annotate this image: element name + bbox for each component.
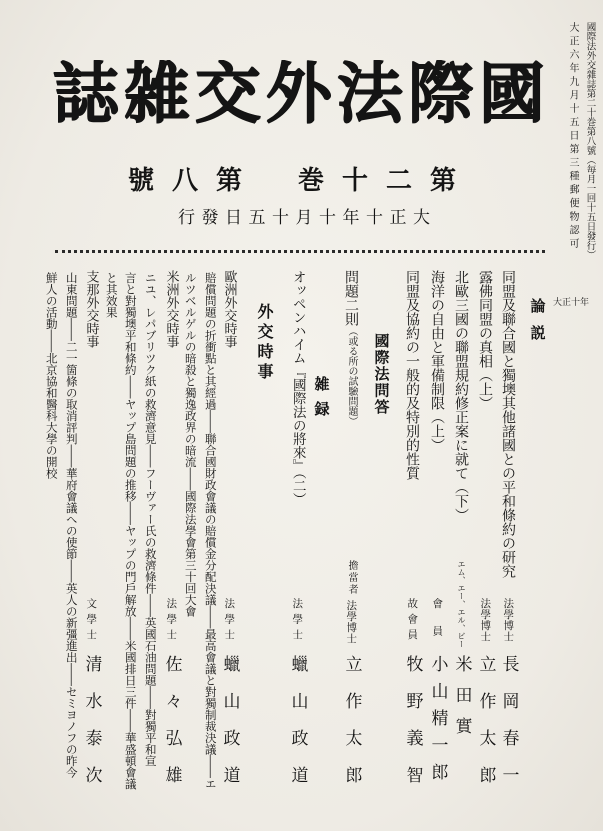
topic-line: 鮮人の活動――北京協和醫科大學の開校 <box>44 272 59 479</box>
issue-number: 第八號 <box>128 166 261 196</box>
subsection-title-europe: 歐洲外交時事 <box>221 270 237 348</box>
author-name: 蠟山政道 <box>287 655 308 803</box>
author-title: 法學博士 <box>502 598 515 642</box>
topic-line: 賠償問題の折衝點と其經過――聯合國財政會議の賠償金分配決議――最高會議と對獨制裁決議――エ <box>203 272 218 790</box>
subsection-title-china: 支那外交時事 <box>83 270 99 348</box>
author-name: 小山精一郎 <box>427 655 448 790</box>
author-name: 蠟山政道 <box>219 655 240 803</box>
mondo-entry <box>344 270 358 426</box>
topic-line: ルツベルゲルの暗殺と獨逸政界の暗流――國際法學會第三十回大會 <box>183 272 198 617</box>
section-heading-ronsetsu: 論説 <box>528 298 547 352</box>
topic-line: ニユ、レパブリツク紙の救濟意見――フーヴァー氏の救濟條件――英國石油問題――對獨平和宣 <box>143 272 158 767</box>
margin-corner-year: 大正十年 <box>553 298 590 308</box>
mondo-title: 問題二則 <box>343 270 359 326</box>
margin-notice-postal: 大正六年九月十五日第三種郵便物認可 <box>567 22 578 252</box>
author-title: 法學士 <box>165 598 178 645</box>
topic-line: 山東問題――二一箇條の取消評判――華府會議への使節――英人の新彊進出――セミヨノフの昨今 <box>64 272 79 778</box>
article-title: 海洋の自由と軍備制限（上） <box>429 270 445 452</box>
mondo-note: （或る所の試驗問題） <box>346 326 357 426</box>
author-name: 立作太郎 <box>475 655 496 803</box>
author-title: 法學士 <box>223 598 236 645</box>
article-title: 同盟及聯合國と獨墺其他諸國との平和條約の研究 <box>500 270 516 578</box>
author-title: 法學博士 <box>479 598 492 642</box>
topic-line: 言と對獨墺平和條約――ヤップ島問題の推移――ヤップの門戶解放――米國排日三件――華盛頓會議 <box>123 272 138 790</box>
author-name: 佐々弘雄 <box>161 655 182 803</box>
article-title: オッペンハイム『國際法の將來』（二） <box>289 270 306 507</box>
margin-notice-issue: 國際法外交雜誌第二十巻第八號（毎月一回十五日發行） <box>584 22 596 260</box>
author-name: 牧野義智 <box>402 655 423 803</box>
author-title: エム、エー、エル、ビー <box>457 560 466 648</box>
article-title: 同盟及協約の一般的及特別的性質 <box>404 270 420 480</box>
section-heading-zatsuroku: 雑録 <box>312 376 331 426</box>
article-title: 露佛同盟の真相（上） <box>477 270 493 410</box>
article-title: 北歐三國の聯盟規約修正案に就て（下） <box>453 270 469 522</box>
author-name: 清水泰次 <box>81 655 102 803</box>
issue-date: 大正十年十月十五日發行 <box>178 208 437 228</box>
section-heading-mondo: 國際法問答 <box>372 333 391 416</box>
author-name: 長岡春一 <box>498 655 519 803</box>
author-title: 法學士 <box>291 598 304 645</box>
author-title: 法學博士 <box>345 600 358 644</box>
topic-line: と其效果 <box>104 272 119 318</box>
author-title: 會員 <box>431 598 444 653</box>
volume-number: 第二十巻 <box>298 166 475 196</box>
subsection-title-america: 米洲外交時事 <box>163 270 179 348</box>
journal-title: 國際法外交雑誌 <box>52 60 550 126</box>
section-heading-jiji: 外交時事 <box>255 303 274 383</box>
author-title: 故會員 <box>406 598 419 645</box>
dotted-divider <box>55 250 545 253</box>
author-name: 立作太郎 <box>341 655 362 803</box>
author-name: 米田實 <box>451 655 472 748</box>
author-role: 擔當者 <box>346 560 357 596</box>
author-title: 文學士 <box>85 598 98 645</box>
